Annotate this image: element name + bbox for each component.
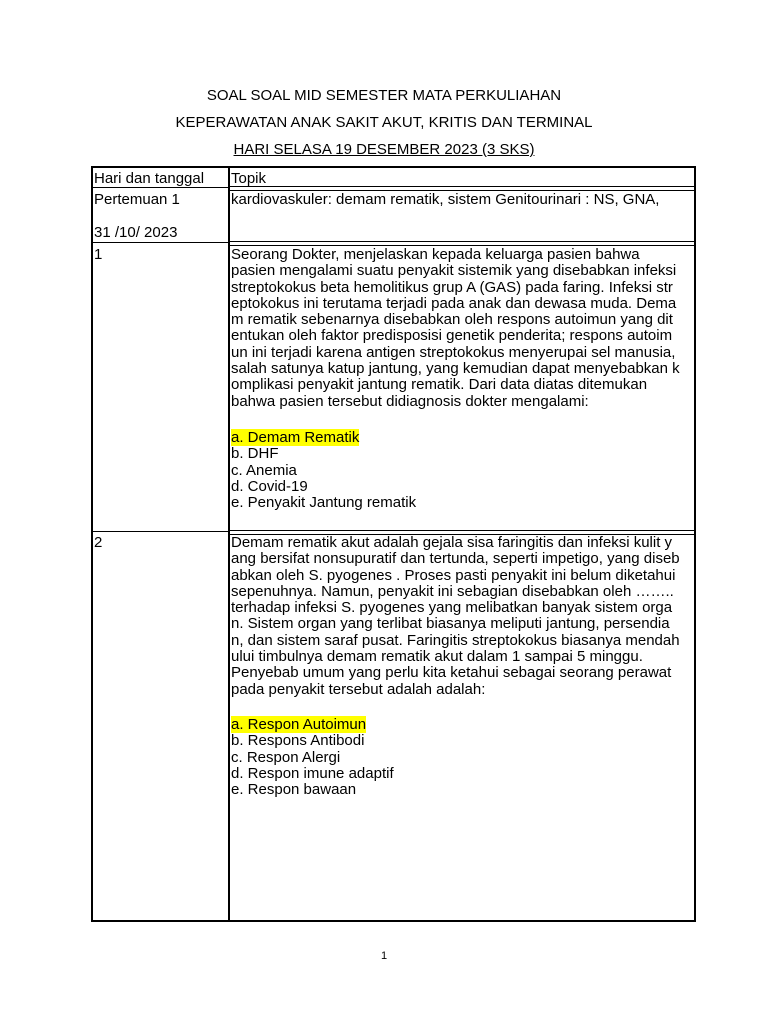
answer-option: b. Respons Antibodi [231,732,365,750]
meeting-topic: kardiovaskuler: demam rematik, sistem Genitourinari : NS, GNA, [231,191,660,208]
meeting-date: 31 /10/ 2023 [94,224,178,241]
answer-option-correct: a. Respon Autoimun [231,716,367,733]
document-title-line-3: HARI SELASA 19 DESEMBER 2023 (3 SKS) [233,141,535,158]
answer-option: b. DHF [231,445,279,463]
question-line: ang bersifat nonsupuratif dan tertunda, seperti impetigo, yang diseb [231,550,680,568]
answer-option: e. Respon bawaan [231,781,357,799]
question-line: Demam rematik akut adalah gejala sisa faringitis dan infeksi kulit y [231,534,673,551]
question-line: n, dan sistem saraf pusat. Faringitis streptokokus biasanya mendah [231,631,680,649]
document-title-line-2: KEPERAWATAN ANAK SAKIT AKUT, KRITIS DAN TERMINAL [175,114,593,131]
question-2-stem [231,535,680,698]
question-line: pasien mengalami suatu penyakit sistemik yang disebabkan infeksi [231,262,677,280]
question-line: ului timbulnya demam rematik akut dalam 1 sampai 5 minggu. [231,648,643,666]
answer-option: e. Penyakit Jantung rematik [231,494,417,512]
meeting-label: Pertemuan 1 [94,191,180,208]
question-number: 1 [94,246,103,263]
document-title-line-1: SOAL SOAL MID SEMESTER MATA PERKULIAHAN [206,87,562,104]
question-line: m rematik sebenarnya disebabkan oleh respons autoimun yang dit [231,311,673,329]
column-divider [228,168,230,920]
question-line: salah satunya katup jantung, yang kemudian dapat menyebabkan k [231,360,680,378]
question-1-stem [231,247,680,410]
answer-option-correct: a. Demam Rematik [231,429,360,446]
question-line: n. Sistem organ yang terlibat biasanya meliputi jantung, persendia [231,615,670,633]
question-line: un ini terjadi karena antigen streptokokus menyerupai sel manusia, [231,343,676,361]
question-number: 2 [94,534,103,551]
question-line: abkan oleh S. pyogenes . Proses pasti penyakit ini belum diketahui [231,566,676,584]
question-2-options [231,717,394,798]
question-line: streptokokus beta hemolitikus grup A (GAS) pada faring. Infeksi str [231,278,673,296]
question-line: Penyebab umum yang perlu kita ketahui sebagai seorang perawat [231,664,672,682]
header-topic: Topik [231,170,267,187]
answer-option: d. Covid-19 [231,477,308,495]
answer-option: c. Anemia [231,461,297,479]
exam-table [91,166,696,922]
question-line: omplikasi penyakit jantung rematik. Dari data diatas ditemukan [231,376,648,394]
question-1-options [231,430,416,511]
question-line: Seorang Dokter, menjelaskan kepada keluarga pasien bahwa [231,246,640,263]
question-line: eptokokus ini terutama terjadi pada anak dan dewasa muda. Dema [231,294,677,312]
question-line: pada penyakit tersebut adalah adalah: [231,680,486,698]
question-line: entukan oleh faktor predisposisi genetik penderita; respons autoim [231,327,673,345]
answer-option: d. Respon imune adaptif [231,764,394,782]
row-divider-q1 [93,531,228,532]
question-line: sepenuhnya. Namun, penyakit ini sebagian disebabkan oleh …….. [231,582,674,600]
page-number: 1 [380,950,388,962]
answer-option: c. Respon Alergi [231,748,341,766]
question-line: bahwa pasien tersebut didiagnosis dokter mengalami: [231,392,589,410]
row-divider-meeting [93,242,228,243]
header-day-date: Hari dan tanggal [94,170,205,187]
question-line: terhadap infeksi S. pyogenes yang melibatkan banyak sistem orga [231,599,673,617]
